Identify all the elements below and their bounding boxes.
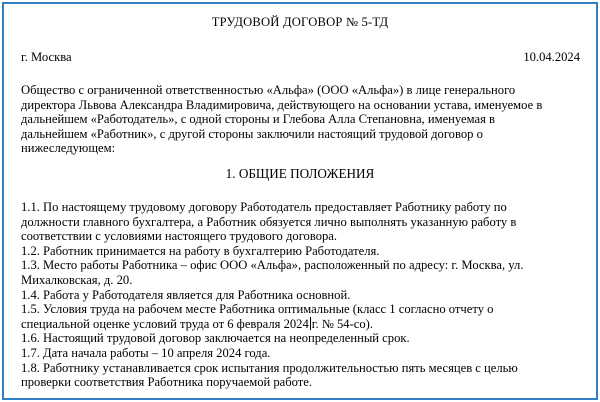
date: 10.04.2024: [523, 50, 580, 64]
clause-1-7: 1.7. Дата начала работы – 10 апреля 2024 года.: [21, 345, 271, 360]
clause-1-5-part-2: г. № 54-со).: [311, 316, 374, 331]
clause-1-8: 1.8. Работнику устанавливается срок испытания продолжительностью пять месяцев с целью проверки соответствия Работника поручаемой работе.: [21, 360, 518, 390]
clause-1-4: 1.4. Работа у Работодателя является для Работника основной.: [21, 287, 351, 302]
document-page: [4, 4, 596, 398]
city: г. Москва: [21, 50, 72, 64]
clause-1-5-part-1: 1.5. Условия труда на рабочем месте Работника оптимальные (класс 1 согласно отчету о специальной оценке условий труда от 6 февраля 2024: [21, 302, 494, 331]
section-heading: 1. ОБЩИЕ ПОЛОЖЕНИЯ: [225, 166, 375, 181]
clauses-list: [21, 200, 561, 390]
clause-1-3: 1.3. Место работы Работника – офис ООО «Альфа», расположенный по адресу: г. Москва, ул. Михалковская, д. 20.: [21, 258, 524, 287]
document-header-row: [21, 50, 580, 65]
preamble-paragraph: Общество с ограниченной ответственностью «Альфа» (ООО «Альфа») в лице генерального директора Львова Александра Владимировича, действующего на основании устава, именуемое в дальнейшем «Работодатель», с одной стороны и Глебова Алла Степановна, именуемая в дальнейшем «Работник», с другой стороны заключили настоящий трудовой договор о нижеследующем:: [21, 83, 543, 156]
text-cursor: [310, 317, 311, 330]
clause-1-5: [21, 302, 561, 331]
clause-1-2: 1.2. Работник принимается на работу в бухгалтерию Работодателя.: [21, 243, 380, 258]
clause-1-6: 1.6. Настоящий трудовой договор заключается на неопределенный срок.: [21, 331, 410, 346]
clause-1-1: 1.1. По настоящему трудовому договору Работодатель предоставляет Работнику работу по должности главного бухгалтера, а Работник обязуется лично выполнять указанную работу в соответствии с условиями настоящего трудового договора.: [21, 200, 517, 244]
document-frame: [2, 2, 598, 400]
document-title: ТРУДОВОЙ ДОГОВОР № 5-ТД: [211, 15, 389, 29]
